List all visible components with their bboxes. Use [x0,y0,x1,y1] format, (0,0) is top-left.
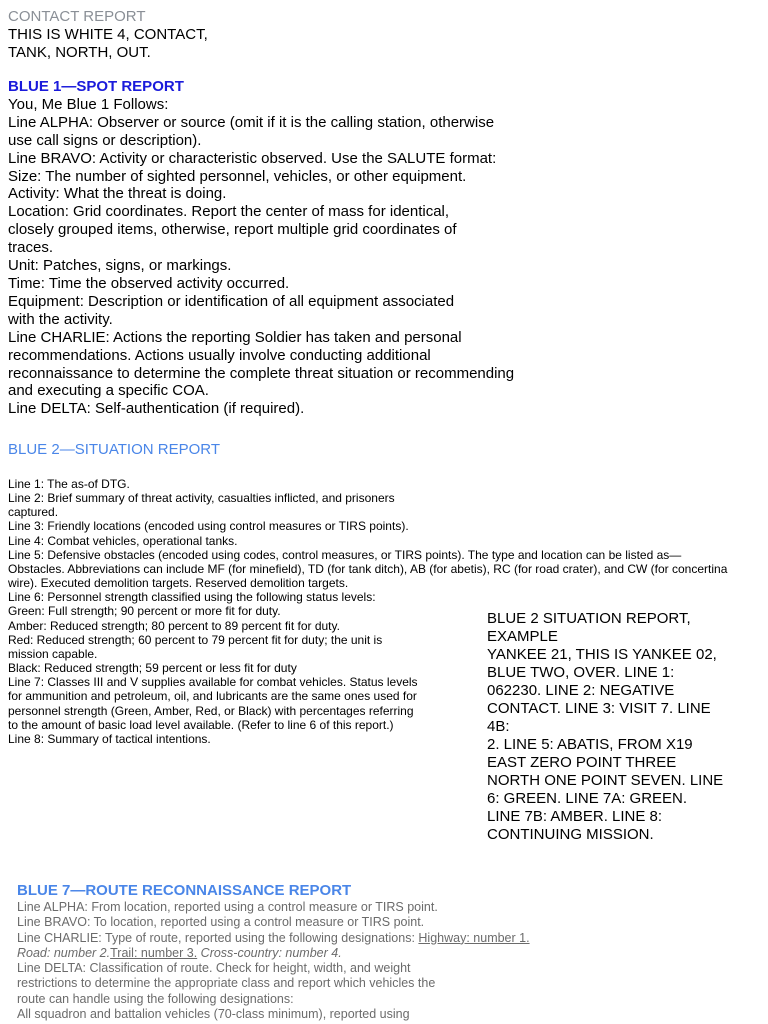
blue1-line: Location: Grid coordinates. Report the center of mass for identical, [8,203,450,221]
blue2-line: Line 3: Friendly locations (encoded using control measures or TIRS points). [8,519,409,534]
blue2-line: Line 1: The as-of DTG. [8,477,130,491]
blue2-line: Red: Reduced strength; 60 percent to 79 percent fit for duty; the unit is [8,632,383,647]
blue7-title: BLUE 7—ROUTE RECONNAISSANCE REPORT [17,882,352,899]
blue1-title: BLUE 1—SPOT REPORT [8,78,184,95]
contact-report-line: THIS IS WHITE 4, CONTACT, [8,26,208,43]
blue2-line: Obstacles. Abbreviations can include MF (for minefield), TD (for tank ditch), AB (for abetis), RC (for road crater), and CW (for concertina [8,561,728,576]
example-line: BLUE 2 SITUATION REPORT, [487,610,691,627]
blue7-line-charlie-cont [17,946,530,961]
blue7-line-delta: restrictions to determine the appropriate class and report which vehicles the [17,976,436,991]
blue7-line-charlie [17,931,530,946]
example-line: CONTINUING MISSION. [487,826,654,843]
blue2-line: Line 8: Summary of tactical intentions. [8,731,211,746]
blue2-line: mission capable. [8,646,98,661]
blue1-line: closely grouped items, otherwise, report multiple grid coordinates of [8,221,457,239]
example-line: 062230. LINE 2: NEGATIVE [487,682,675,699]
blue2-line: for ammunition and petroleum, oil, and lubricants are the same ones used for [8,689,417,704]
blue2-line: captured. [8,505,59,520]
trail-designation: Trail: number 3. [110,945,198,960]
blue2-title: BLUE 2—SITUATION REPORT [8,441,220,458]
blue7-line-delta: route can handle using the following designations: [17,991,294,1006]
blue1-spot-report-section [8,78,514,418]
blue1-line: traces. [8,239,54,257]
blue2-line: to the amount of basic load level available. (Refer to line 6 of this report.) [8,717,394,732]
blue1-line: Equipment: Description or identification of all equipment associated [8,292,455,310]
blue1-line: recommendations. Actions usually involve conducting additional [8,346,431,364]
blue7-route-recon-section [17,882,530,1022]
example-line: CONTACT. LINE 3: VISIT 7. LINE [487,700,711,717]
blue1-line: reconnaissance to determine the complete threat situation or recommending [8,364,515,382]
blue1-line: Line BRAVO: Activity or characteristic observed. Use the SALUTE format: [8,149,497,167]
blue1-line: Activity: What the threat is doing. [8,185,227,203]
highway-designation: Highway: number 1. [418,930,530,945]
blue2-line: Black: Reduced strength; 59 percent or less fit for duty [8,661,297,676]
road-designation: Road: number 2. [17,945,111,960]
example-line: EXAMPLE [487,628,558,645]
blue7-line-alpha: Line ALPHA: From location, reported using a control measure or TIRS point. [17,900,438,914]
blue7-line-delta: All squadron and battalion vehicles (70-class minimum), reported using [17,1007,410,1022]
example-line: 2. LINE 5: ABATIS, FROM X19 [487,736,693,753]
blue7-line-bravo: Line BRAVO: To location, reported using a control measure or TIRS point. [17,915,425,930]
blue1-line: You, Me Blue 1 Follows: [8,95,169,113]
blue1-line: use call signs or description). [8,131,202,149]
blue2-line: Line 2: Brief summary of threat activity, casualties inflicted, and prisoners [8,491,395,506]
blue2-line: Line 7: Classes III and V supplies available for combat vehicles. Status levels [8,675,418,690]
blue1-line: Line ALPHA: Observer or source (omit if it is the calling station, otherwise [8,113,495,131]
cross-country-designation: Cross-country: number 4. [197,945,342,960]
blue1-line: Line CHARLIE: Actions the reporting Soldier has taken and personal [8,328,462,346]
blue2-line: Line 5: Defensive obstacles (encoded using codes, control measures, or TIRS points). The type and location can be listed as— [8,547,682,562]
blue1-line: with the activity. [8,310,113,328]
example-line: 4B: [487,718,510,735]
contact-report-title: CONTACT REPORT [8,8,146,25]
blue2-line: Line 6: Personnel strength classified using the following status levels: [8,590,376,605]
contact-report-line: TANK, NORTH, OUT. [8,44,151,61]
example-line: NORTH ONE POINT SEVEN. LINE [487,772,724,789]
example-line: EAST ZERO POINT THREE [487,754,677,771]
blue2-line: Amber: Reduced strength; 80 percent to 89 percent fit for duty. [8,618,340,633]
blue1-line: and executing a specific COA. [8,382,209,400]
example-line: BLUE TWO, OVER. LINE 1: [487,664,675,681]
blue7-line-delta: Line DELTA: Classification of route. Check for height, width, and weight [17,961,411,976]
blue2-example-section [487,610,723,844]
blue2-line: Green: Full strength; 90 percent or more fit for duty. [8,604,281,619]
blue1-line: Time: Time the observed activity occurred. [8,274,290,292]
contact-report-section [8,8,208,62]
blue1-line: Unit: Patches, signs, or markings. [8,257,232,275]
blue1-line: Line DELTA: Self-authentication (if required). [8,400,305,418]
blue7-charlie-prefix: Line CHARLIE: Type of route, reported using the following designations: [17,930,419,945]
blue2-line: wire). Executed demolition targets. Reserved demolition targets. [8,576,349,591]
example-line: LINE 7B: AMBER. LINE 8: [487,808,663,825]
blue1-line: Size: The number of sighted personnel, vehicles, or other equipment. [8,167,467,185]
example-line: YANKEE 21, THIS IS YANKEE 02, [487,646,717,663]
blue2-line: Line 4: Combat vehicles, operational tanks. [8,533,238,548]
example-line: 6: GREEN. LINE 7A: GREEN. [487,790,688,807]
blue2-line: personnel strength (Green, Amber, Red, or Black) with percentages referring [8,703,414,718]
